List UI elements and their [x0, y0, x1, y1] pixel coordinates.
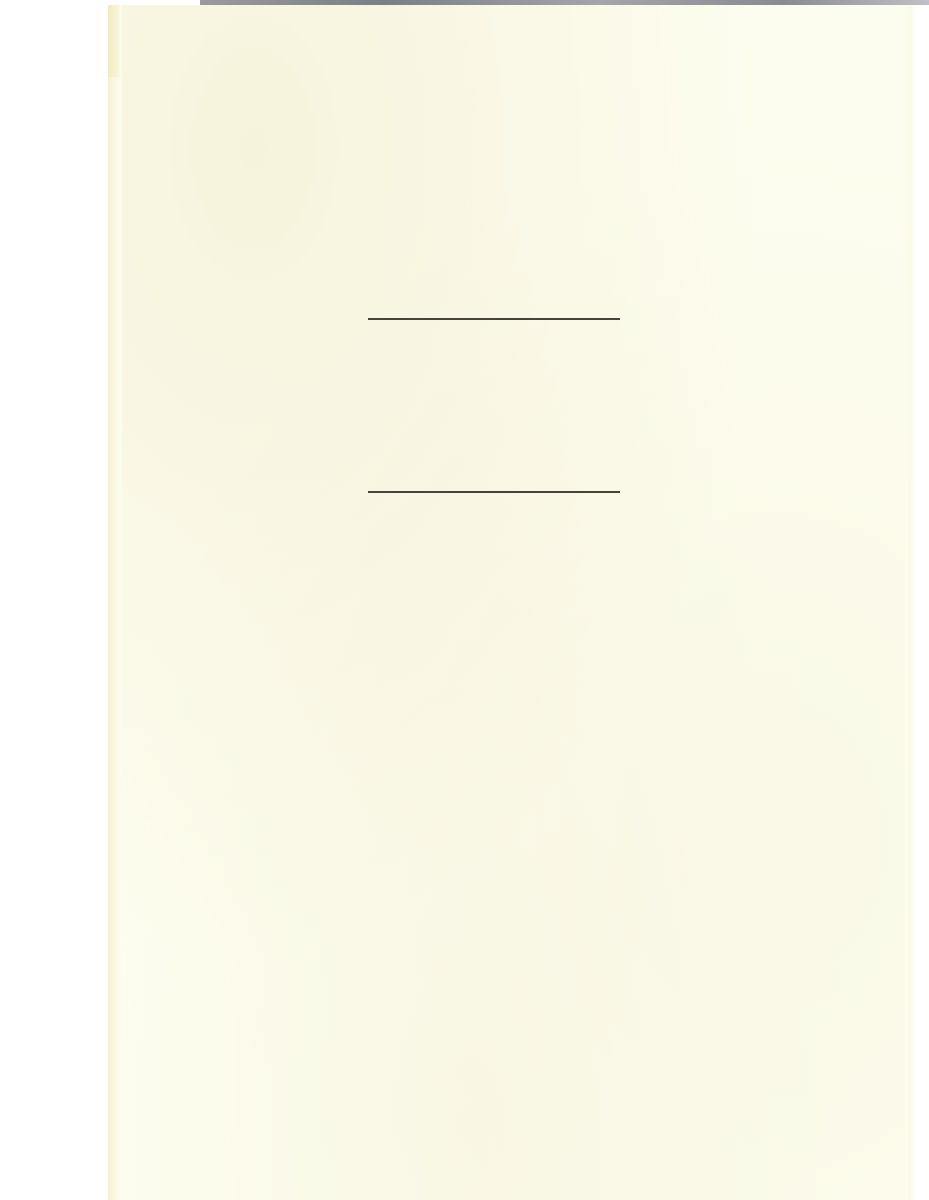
divider-rule-top [368, 318, 620, 320]
divider-rule-bottom [368, 491, 620, 493]
document-content [108, 5, 915, 1200]
calendar-number [858, 183, 861, 221]
